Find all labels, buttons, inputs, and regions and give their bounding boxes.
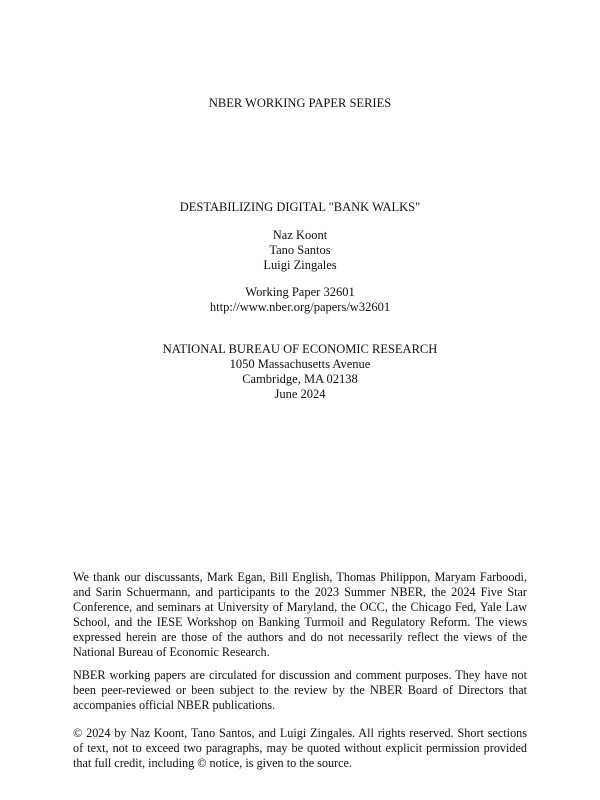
series-heading: NBER WORKING PAPER SERIES <box>208 96 392 110</box>
author-name: Tano Santos <box>269 243 331 257</box>
author-list <box>0 228 600 273</box>
copyright-text: © 2024 by Naz Koont, Tano Santos, and Luigi Zingales. All rights reserved. Short sections of text, not to exceed two paragraphs, may be quoted without explicit permission provided that full credit, including © notice, is given to the source. <box>73 726 527 770</box>
disclaimer <box>73 668 527 713</box>
author-name: Naz Koont <box>272 228 328 242</box>
working-paper-info <box>0 285 600 315</box>
publisher-block <box>0 342 600 402</box>
publisher-address-line2: Cambridge, MA 02138 <box>242 372 358 386</box>
working-paper-number: Working Paper 32601 <box>245 285 355 299</box>
copyright-notice <box>73 726 527 771</box>
acknowledgments-text: We thank our discussants, Mark Egan, Bill English, Thomas Philippon, Maryam Farboodi, and Sarin Schuermann, and participants to the 2023 Summer NBER, the 2024 Five Star Conference, and seminars at University of Maryland, the OCC, the Chicago Fed, Yale Law School, and the IESE Workshop on Banking Turmoil and Regulatory Reform. The views expressed herein are those of the authors and do not necessarily reflect the views of the National Bureau of Economic Research. <box>73 570 527 659</box>
publisher-name: NATIONAL BUREAU OF ECONOMIC RESEARCH <box>162 342 438 356</box>
acknowledgments <box>73 570 527 660</box>
publisher-address-line1: 1050 Massachusetts Avenue <box>229 357 371 371</box>
paper-title: DESTABILIZING DIGITAL "BANK WALKS" <box>179 200 421 214</box>
author-name: Luigi Zingales <box>263 258 337 272</box>
disclaimer-text: NBER working papers are circulated for discussion and comment purposes. They have not been peer-reviewed or been subject to the review by the NBER Board of Directors that accompanies official NBER publications. <box>73 668 527 712</box>
publication-date: June 2024 <box>274 387 326 401</box>
working-paper-url[interactable]: http://www.nber.org/papers/w32601 <box>209 300 391 314</box>
